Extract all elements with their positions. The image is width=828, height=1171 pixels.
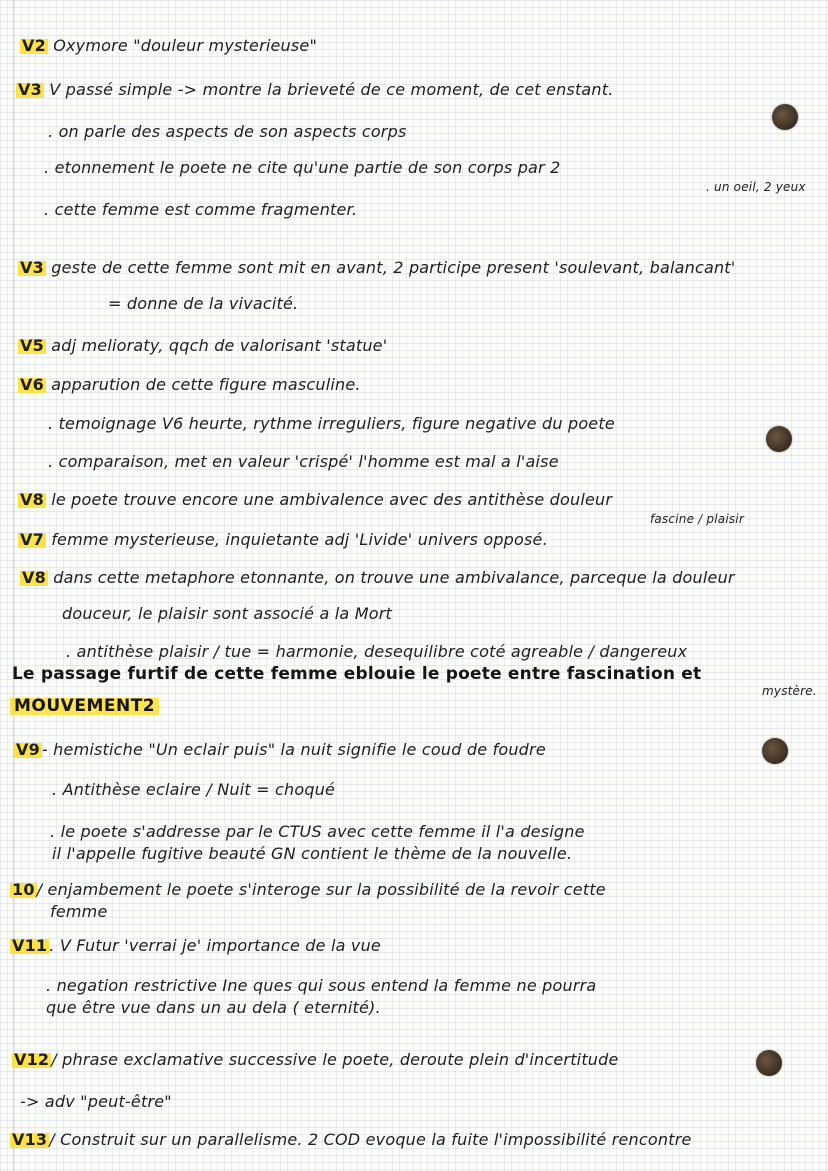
verse-tag: V6 (20, 375, 44, 394)
note-text: apparution de cette figure masculine. (45, 375, 361, 394)
note-line (108, 294, 298, 313)
note-line (10, 936, 381, 955)
note-line (20, 36, 317, 55)
verse-tag: V12 (14, 1050, 50, 1069)
note-line (18, 490, 612, 509)
note-text: / Construit sur un parallelisme. 2 COD evoque la fuite l'impossibilité rencontre (49, 1130, 692, 1149)
verse-tag: V9 (16, 740, 40, 759)
note-text: femme mysterieuse, inquietante adj 'Livide' univers opposé. (45, 530, 548, 549)
note-line (52, 844, 572, 863)
note-line (18, 530, 548, 549)
punch-hole (762, 738, 788, 764)
note-text: . un oeil, 2 yeux (706, 180, 806, 194)
note-text: . comparaison, met en valeur 'crispé' l'homme est mal a l'aise (48, 452, 559, 471)
note-text: Oxymore "douleur mysterieuse" (47, 36, 318, 55)
note-line (52, 780, 335, 799)
note-text: V passé simple -> montre la brieveté de ce moment, de cet enstant. (43, 80, 614, 99)
section-heading: MOUVEMENT2 (10, 696, 159, 716)
note-line (44, 200, 357, 219)
note-line (10, 1130, 692, 1149)
margin-line (13, 0, 14, 1171)
note-text: / enjambement le poete s'interoge sur la possibilité de la revoir cette (36, 880, 606, 899)
verse-tag: V5 (20, 336, 44, 355)
note-text: fascine / plaisir (650, 512, 744, 526)
note-text: il l'appelle fugitive beauté GN contient le thème de la nouvelle. (52, 844, 573, 863)
note-line (46, 998, 381, 1017)
note-text: douceur, le plaisir sont associé a la Mort (62, 604, 392, 623)
note-text: . temoignage V6 heurte, rythme irreguliers, figure negative du poete (48, 414, 615, 433)
note-text: femme (50, 902, 108, 921)
note-text: / phrase exclamative successive le poete, deroute plein d'incertitude (51, 1050, 619, 1069)
note-line (46, 976, 596, 995)
note-line (48, 452, 559, 471)
note-text: . antithèse plaisir / tue = harmonie, desequilibre coté agreable / dangereux (66, 642, 688, 661)
verse-tag: V2 (22, 36, 46, 55)
note-text: = donne de la vivacité. (108, 294, 299, 313)
note-line (50, 902, 108, 921)
note-line (18, 258, 735, 277)
verse-tag: V3 (20, 258, 44, 277)
note-line (50, 822, 585, 841)
note-text: que être vue dans un au dela ( eternité). (46, 998, 381, 1017)
note-text: . etonnement le poete ne cite qu'une partie de son corps par 2 (44, 158, 561, 177)
note-text: dans cette metaphore etonnante, on trouve une ambivalance, parceque la douleur (47, 568, 735, 587)
note-text: - hemistiche "Un eclair puis" la nuit signifie le coud de foudre (41, 740, 546, 759)
note-text: adj melioraty, qqch de valorisant 'statue' (45, 336, 388, 355)
note-line (10, 880, 606, 899)
note-line (20, 568, 735, 587)
note-text: geste de cette femme sont mit en avant, 2 participe present 'soulevant, balancant' (45, 258, 736, 277)
punch-hole (772, 104, 798, 130)
note-line (14, 740, 546, 759)
note-text: . le poete s'addresse par le CTUS avec cette femme il l'a designe (50, 822, 585, 841)
note-text: . on parle des aspects de son aspects corps (48, 122, 407, 141)
note-text: Le passage furtif de cette femme eblouie le poete entre fascination et (12, 664, 702, 684)
note-line (48, 122, 406, 141)
verse-tag: V13 (12, 1130, 48, 1149)
note-line (12, 1050, 619, 1069)
verse-tag: 10 (12, 880, 35, 899)
note-line (16, 80, 614, 99)
note-text: mystère. (762, 684, 817, 698)
punch-hole (756, 1050, 782, 1076)
note-text: . negation restrictive Ine ques qui sous entend la femme ne pourra (46, 976, 597, 995)
note-line (48, 414, 615, 433)
note-line (706, 180, 806, 194)
note-line (762, 684, 817, 698)
verse-tag: V8 (20, 490, 44, 509)
note-line (20, 1092, 172, 1111)
verse-tag: V8 (22, 568, 46, 587)
note-text: le poete trouve encore une ambivalence avec des antithèse douleur (45, 490, 613, 509)
note-line (18, 375, 361, 394)
verse-tag: V3 (18, 80, 42, 99)
note-line (18, 336, 387, 355)
note-text: . V Futur 'verrai je' importance de la vue (49, 936, 381, 955)
note-text: . Antithèse eclaire / Nuit = choqué (52, 780, 336, 799)
note-line (66, 642, 687, 661)
verse-tag: V7 (20, 530, 44, 549)
conclusion-line (12, 664, 701, 684)
note-line (650, 512, 744, 526)
verse-tag: V11 (12, 936, 48, 955)
note-line (44, 158, 561, 177)
punch-hole (766, 426, 792, 452)
note-text: -> adv "peut-être" (20, 1092, 172, 1111)
note-text: . cette femme est comme fragmenter. (44, 200, 358, 219)
note-line (62, 604, 392, 623)
